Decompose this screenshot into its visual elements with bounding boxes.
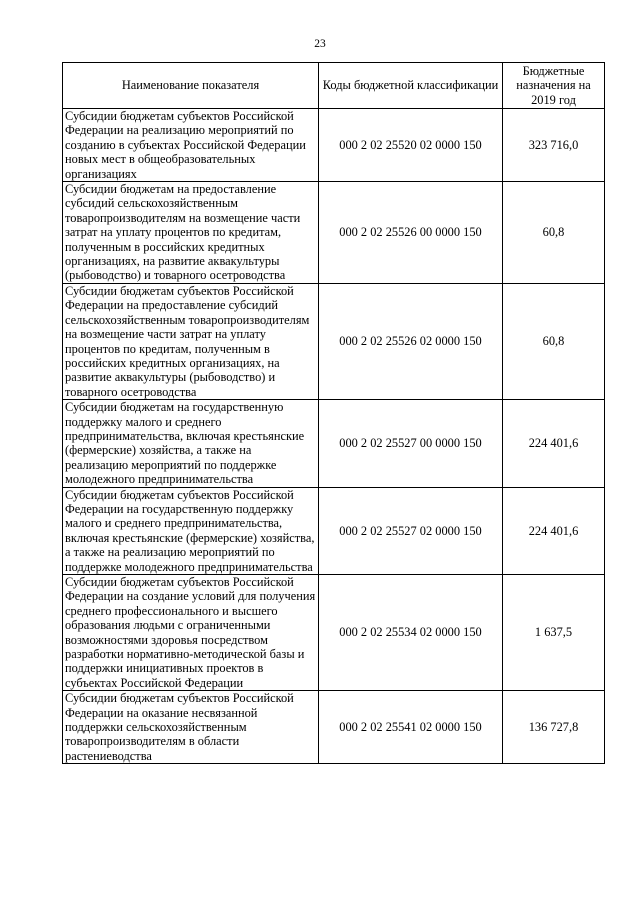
row-budget-amount: 224 401,6 [503,487,605,574]
table-row [63,400,605,487]
row-budget-code: 000 2 02 25527 02 0000 150 [319,487,503,574]
table-row [63,691,605,764]
row-indicator-name: Субсидии бюджетам на предоставление субсидий сельскохозяйственным товаропроизводителям на возмещение части затрат на уплату процентов по кредитам, полученным в российских кредитных организациях, на развитие аквакультуры (рыбоводство) и товарного осетроводства [63,182,319,284]
header-budget-amount: Бюджетные назначения на 2019 год [503,63,605,109]
row-budget-code: 000 2 02 25541 02 0000 150 [319,691,503,764]
row-budget-code: 000 2 02 25534 02 0000 150 [319,575,503,691]
row-budget-code: 000 2 02 25526 02 0000 150 [319,283,503,399]
row-indicator-name: Субсидии бюджетам на государственную поддержку малого и среднего предпринимательства, включая крестьянские (фермерские) хозяйства, а также на реализацию мероприятий по поддержке молодежного предпринимательства [63,400,319,487]
table-row [63,182,605,284]
row-budget-amount: 224 401,6 [503,400,605,487]
page-number: 23 [314,38,326,50]
row-budget-code: 000 2 02 25526 00 0000 150 [319,182,503,284]
row-budget-amount: 1 637,5 [503,575,605,691]
header-budget-code: Коды бюджетной классификации [319,63,503,109]
table-header-row [63,63,605,109]
table-row [63,109,605,182]
row-budget-amount: 60,8 [503,283,605,399]
table-row [63,487,605,574]
row-budget-code: 000 2 02 25527 00 0000 150 [319,400,503,487]
row-indicator-name: Субсидии бюджетам субъектов Российской Федерации на государственную поддержку малого и среднего предпринимательства, включая крестьянские (фермерские) хозяйства, а также на реализацию мероприятий по поддержке молодежного предпринимательства [63,487,319,574]
row-indicator-name: Субсидии бюджетам субъектов Российской Федерации на оказание несвязанной поддержки сельскохозяйственным товаропроизводителям в области растениеводства [63,691,319,764]
budget-table [62,62,605,764]
table-row [63,575,605,691]
row-indicator-name: Субсидии бюджетам субъектов Российской Федерации на предоставление субсидий сельскохозяйственным товаропроизводителям на возмещение части затрат на уплату процентов по кредитам, полученным в российских кредитных организациях, на развитие аквакультуры (рыбоводство) и товарного осетроводства [63,283,319,399]
row-budget-amount: 60,8 [503,182,605,284]
row-budget-amount: 323 716,0 [503,109,605,182]
row-budget-code: 000 2 02 25520 02 0000 150 [319,109,503,182]
row-budget-amount: 136 727,8 [503,691,605,764]
row-indicator-name: Субсидии бюджетам субъектов Российской Федерации на создание условий для получения среднего профессионального и высшего образования людьми с ограниченными возможностями здоровья посредством разработки нормативно-методической базы и поддержки инициативных проектов в субъектах Российской Федерации [63,575,319,691]
row-indicator-name: Субсидии бюджетам субъектов Российской Федерации на реализацию мероприятий по созданию в субъектах Российской Федерации новых мест в общеобразовательных организациях [63,109,319,182]
table-row [63,283,605,399]
header-indicator-name: Наименование показателя [63,63,319,109]
